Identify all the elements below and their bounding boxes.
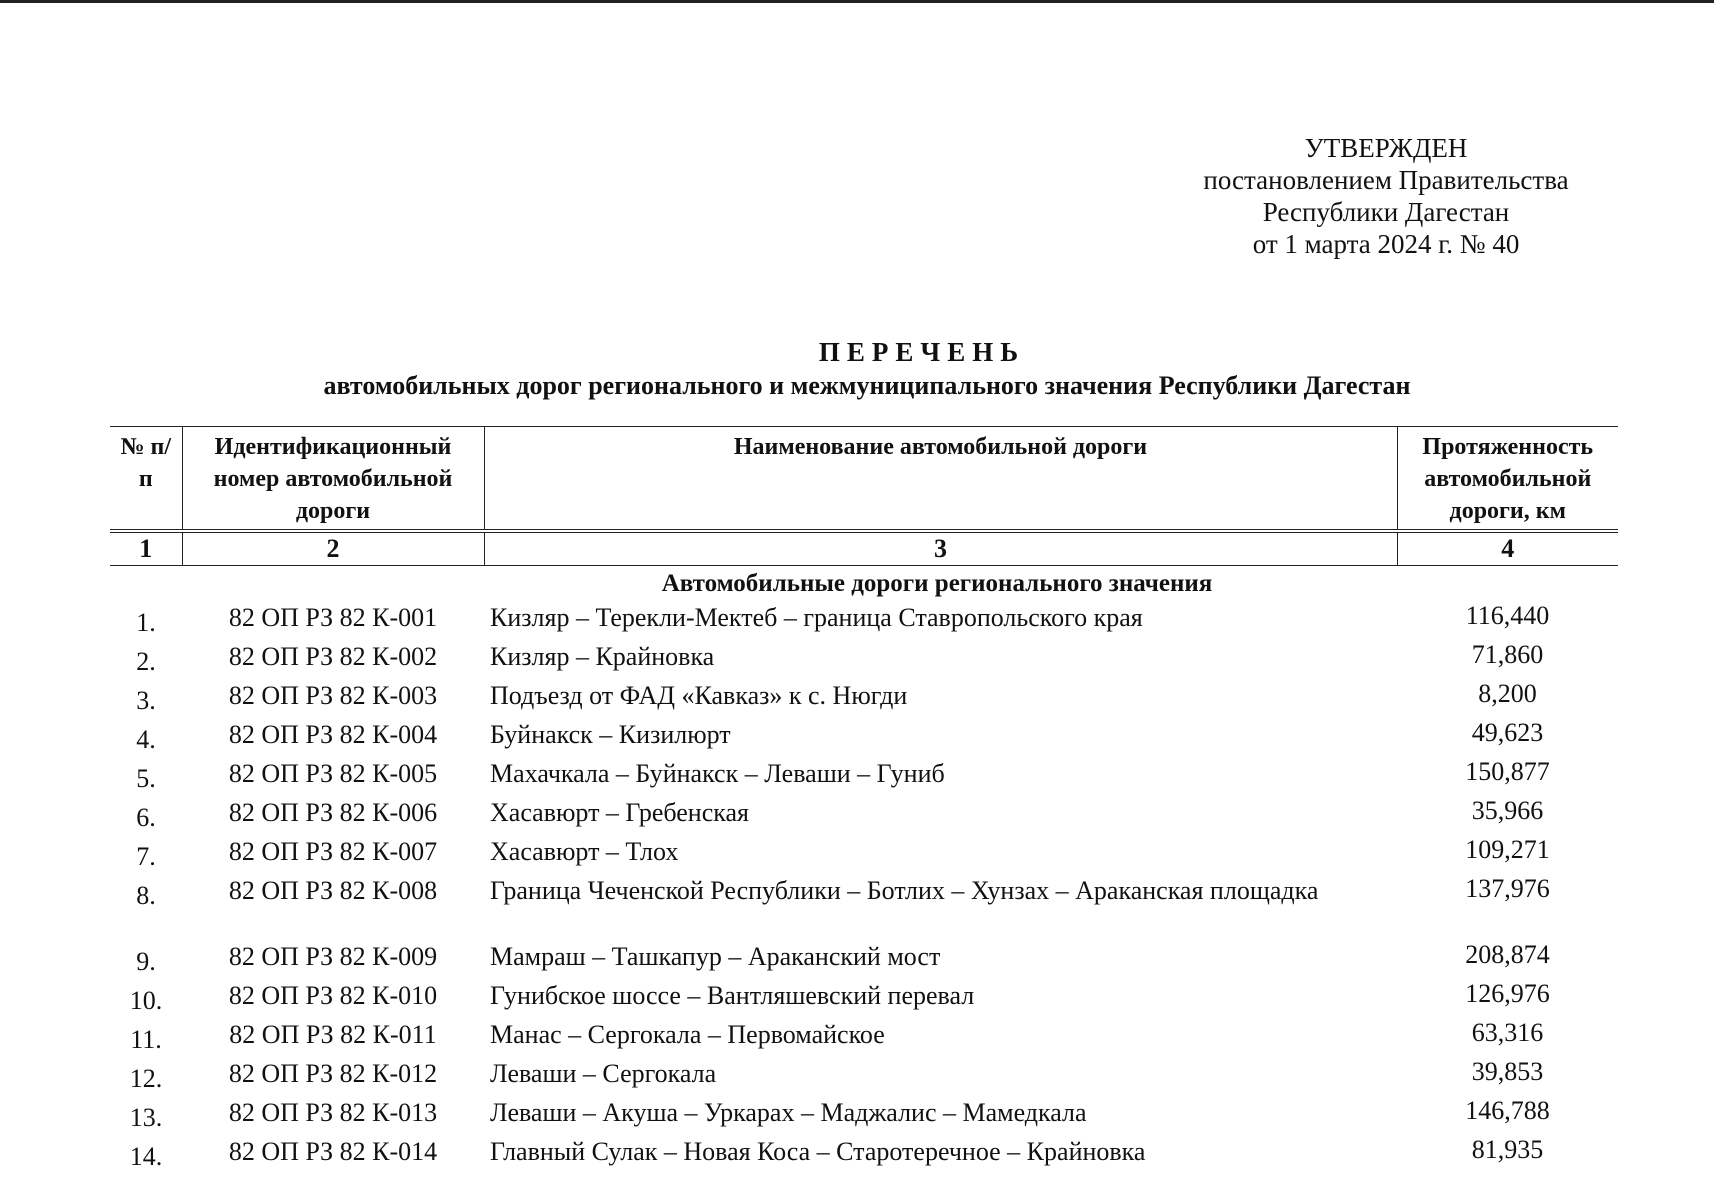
row-road-name: Махачкала – Буйнакск – Леваши – Гуниб [490,759,945,788]
row-road-name: Манас – Сергокала – Первомайское [490,1020,885,1049]
header-number: № п/п [110,427,182,532]
row-road-name: Кизляр – Крайновка [490,642,715,671]
row-number: 11. [130,1025,162,1054]
row-road-name: Гунибское шоссе – Вантляшевский перевал [490,981,975,1010]
row-road-name: Буйнакск – Кизилюрт [490,720,731,749]
row-length: 35,966 [1471,796,1544,825]
row-identifier: 82 ОП РЗ 82 К-004 [228,720,438,749]
row-length: 126,976 [1465,979,1550,1008]
table-row [110,1134,1618,1173]
row-length: 63,316 [1471,1018,1544,1047]
row-number: 7. [136,842,156,871]
table-row [110,600,1618,639]
row-length: 109,271 [1465,835,1550,864]
row-length: 137,976 [1465,874,1550,903]
header-identifier: Идентификационный номер автомобильной дороги [182,427,484,532]
row-length: 81,935 [1471,1135,1544,1164]
row-identifier: 82 ОП РЗ 82 К-007 [228,837,438,866]
table-row [110,678,1618,717]
row-identifier: 82 ОП РЗ 82 К-013 [228,1098,438,1127]
table-row [110,1056,1618,1095]
row-identifier: 82 ОП РЗ 82 К-002 [228,642,438,671]
section-row [110,566,1618,601]
row-number: 10. [129,986,163,1015]
row-identifier: 82 ОП РЗ 82 К-009 [228,942,438,971]
row-number: 1. [136,608,156,637]
row-length: 208,874 [1465,940,1550,969]
row-identifier: 82 ОП РЗ 82 К-010 [228,981,438,1010]
row-identifier: 82 ОП РЗ 82 К-003 [228,681,438,710]
table-row [110,873,1618,939]
row-number: 14. [129,1142,163,1171]
row-road-name: Леваши – Акуша – Уркарах – Маджалис – Мамедкала [490,1098,1087,1127]
row-road-name: Граница Чеченской Республики – Ботлих – Хунзах – Араканская площадка [490,876,1319,905]
table-row [110,978,1618,1017]
row-length: 116,440 [1465,601,1550,630]
row-length: 49,623 [1471,718,1544,747]
title-main: ПЕРЕЧЕНЬ [818,337,1026,367]
row-length: 71,860 [1471,640,1544,669]
row-road-name: Подъезд от ФАД «Кавказ» к с. Нюгди [490,681,908,710]
column-number: 2 [182,531,484,566]
table-row [110,717,1618,756]
row-number: 12. [129,1064,163,1093]
row-identifier: 82 ОП РЗ 82 К-006 [228,798,438,827]
title-subtitle: автомобильных дорог регионального и межмуниципального значения Республики Дагестан [323,371,1411,400]
row-length: 39,853 [1471,1057,1544,1086]
column-number: 1 [110,531,182,566]
table-row [110,639,1618,678]
approval-date: от 1 марта 2024 г. № 40 [1252,229,1520,259]
table-row [110,1017,1618,1056]
roads-table [110,426,1618,1173]
table-header-row [110,427,1618,532]
approval-stamp [1176,132,1596,260]
row-road-name: Главный Сулак – Новая Коса – Старотеречное – Крайновка [490,1137,1146,1166]
row-road-name: Леваши – Сергокала [490,1059,717,1088]
row-number: 3. [136,686,156,715]
table-row [110,756,1618,795]
row-road-name: Хасавюрт – Тлох [490,837,679,866]
row-number: 2. [136,647,156,676]
row-identifier: 82 ОП РЗ 82 К-011 [229,1020,437,1049]
row-length: 8,200 [1478,679,1537,708]
row-road-name: Кизляр – Терекли-Мектеб – граница Ставропольского края [490,603,1143,632]
row-number: 6. [136,803,156,832]
approval-issuer: постановлением Правительства [1203,165,1569,195]
scan-top-edge [0,0,1714,3]
approval-heading: УТВЕРЖДЕН [1304,133,1468,163]
section-title: Автомобильные дороги регионального значения [661,570,1213,597]
approval-republic: Республики Дагестан [1262,197,1510,227]
row-identifier: 82 ОП РЗ 82 К-012 [228,1059,438,1088]
table-row [110,834,1618,873]
row-number: 8. [136,881,156,910]
document-title [0,335,1714,403]
row-number: 5. [136,764,156,793]
row-number: 4. [136,725,156,754]
row-identifier: 82 ОП РЗ 82 К-014 [228,1137,438,1166]
row-road-name: Хасавюрт – Гребенская [490,798,749,827]
header-length: Протяженность автомобильной дороги, км [1397,427,1618,532]
table-row [110,795,1618,834]
row-number: 9. [136,947,156,976]
row-identifier: 82 ОП РЗ 82 К-008 [228,876,438,905]
table-row [110,939,1618,978]
row-length: 150,877 [1465,757,1550,786]
column-number-row [110,531,1618,566]
table-row [110,1095,1618,1134]
row-number: 13. [129,1103,163,1132]
header-road-name: Наименование автомобильной дороги [484,427,1397,532]
row-identifier: 82 ОП РЗ 82 К-001 [228,603,438,632]
column-number: 3 [484,531,1397,566]
row-identifier: 82 ОП РЗ 82 К-005 [228,759,438,788]
row-road-name: Мамраш – Ташкапур – Араканский мост [490,942,941,971]
column-number: 4 [1397,531,1618,566]
row-length: 146,788 [1465,1096,1550,1125]
